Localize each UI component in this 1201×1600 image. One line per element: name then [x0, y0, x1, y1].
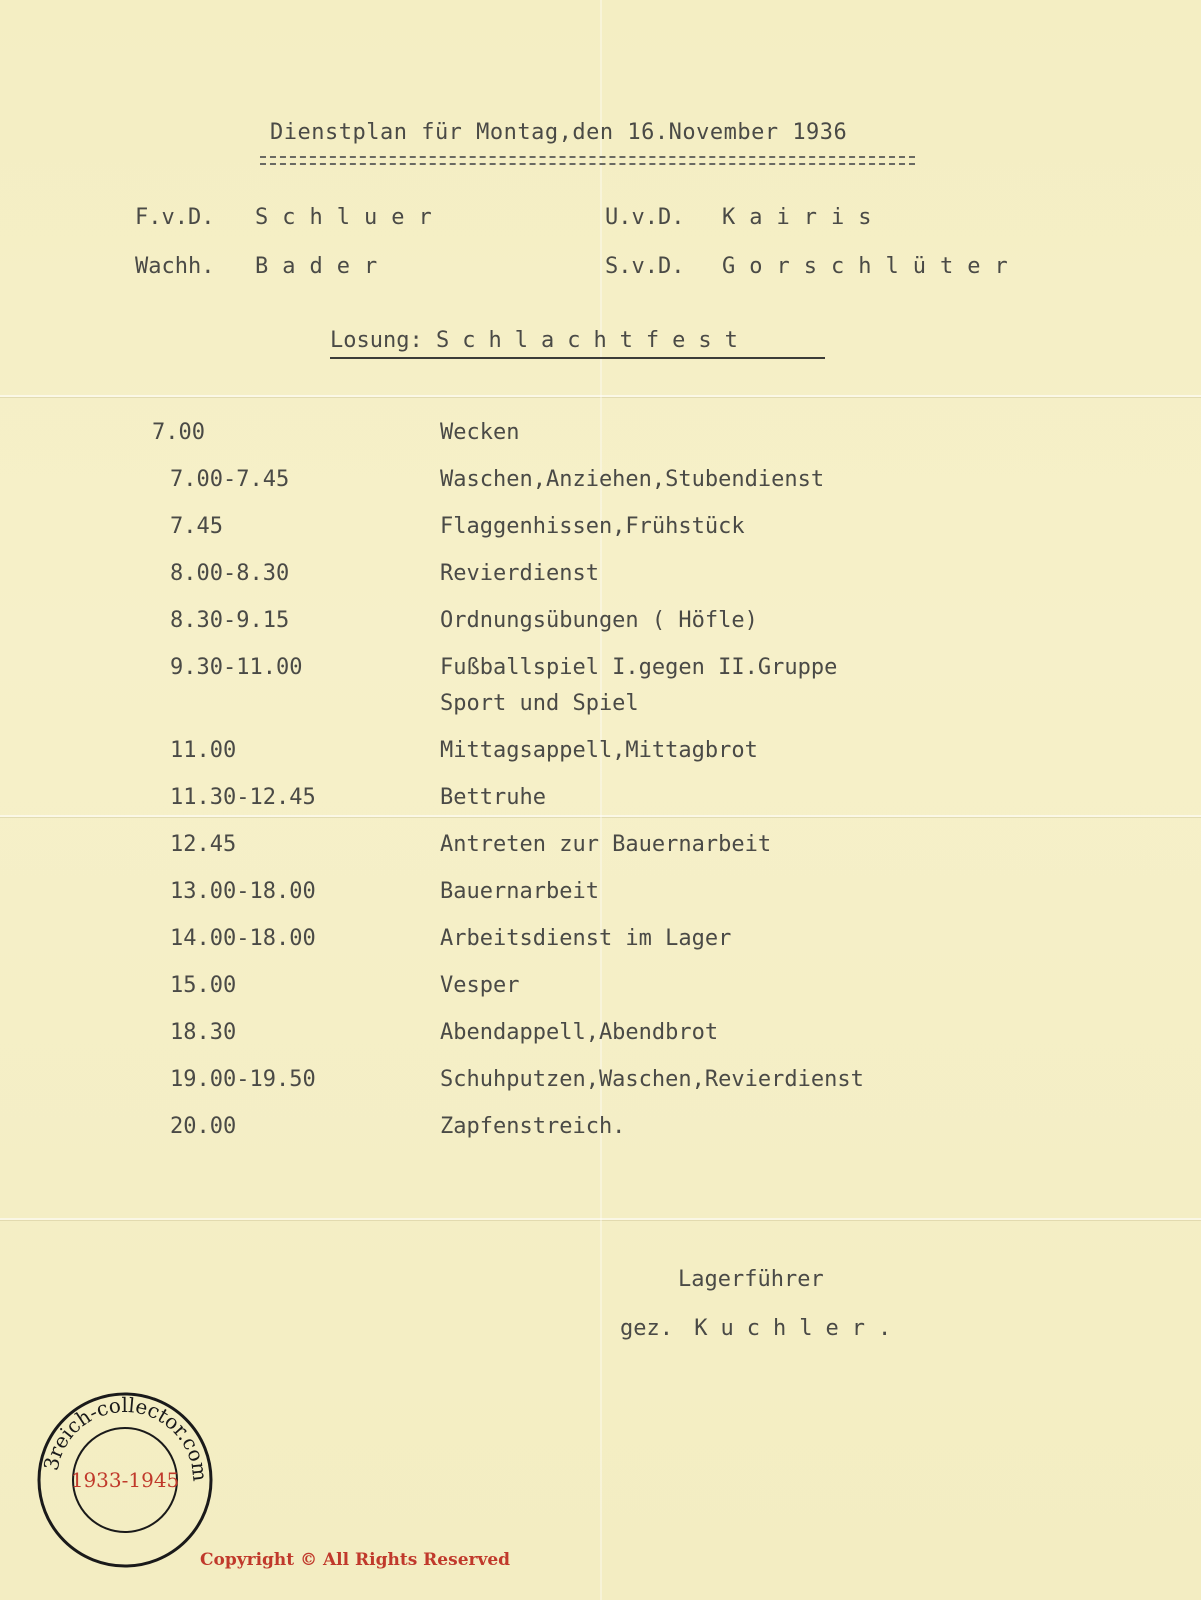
schedule-activity: Bettruhe — [440, 785, 546, 810]
fvd-name: Schluer — [255, 205, 446, 230]
schedule-time: 19.00-19.50 — [170, 1067, 316, 1092]
schedule-time: 13.00-18.00 — [170, 879, 316, 904]
fvd-label: F.v.D. — [135, 205, 215, 230]
schedule-activity: Wecken — [440, 420, 520, 445]
schedule-time: 7.00 — [152, 420, 205, 445]
schedule-time: 7.00-7.45 — [170, 467, 290, 492]
losung-line — [330, 328, 825, 359]
copyright-notice: Copyright © All Rights Reserved — [200, 1550, 511, 1570]
signature-role: Lagerführer — [678, 1267, 824, 1292]
schedule-activity: Abendappell,Abendbrot — [440, 1020, 719, 1045]
schedule-activity-continued: Sport und Spiel — [440, 691, 639, 716]
signature-name: Kuchler. — [694, 1316, 905, 1341]
document-title: Dienstplan für Montag,den 16.November 1936 — [270, 120, 848, 145]
schedule-time: 20.00 — [170, 1114, 237, 1139]
schedule-time: 7.45 — [170, 514, 223, 539]
schedule-time: 9.30-11.00 — [170, 655, 303, 680]
svd-label: S.v.D. — [605, 254, 685, 279]
schedule-activity: Mittagsappell,Mittagbrot — [440, 738, 758, 763]
uvd-label: U.v.D. — [605, 205, 685, 230]
fold-line — [600, 0, 602, 1600]
signature-line — [620, 1316, 904, 1341]
schedule-time: 12.45 — [170, 832, 237, 857]
schedule-time: 15.00 — [170, 973, 237, 998]
collector-stamp — [35, 1390, 215, 1570]
signature-prefix: gez. — [620, 1316, 673, 1341]
schedule-time: 11.30-12.45 — [170, 785, 316, 810]
schedule-activity: Zapfenstreich. — [440, 1114, 626, 1139]
uvd-name: Kairis — [722, 205, 886, 230]
wachh-label: Wachh. — [135, 254, 215, 279]
title-double-underline — [260, 156, 915, 165]
schedule-activity: Arbeitsdienst im Lager — [440, 926, 732, 951]
schedule-activity: Fußballspiel I.gegen II.Gruppe — [440, 655, 838, 680]
losung-label: Losung: — [330, 328, 423, 353]
svd-name: Gorschlüter — [722, 254, 1022, 279]
schedule-time: 14.00-18.00 — [170, 926, 316, 951]
schedule-activity: Revierdienst — [440, 561, 599, 586]
wachh-name: Bader — [255, 254, 392, 279]
schedule-activity: Antreten zur Bauernarbeit — [440, 832, 772, 857]
schedule-time: 8.00-8.30 — [170, 561, 290, 586]
schedule-activity: Waschen,Anziehen,Stubendienst — [440, 467, 825, 492]
losung-word: Schlachtfest — [435, 328, 751, 353]
schedule-time: 11.00 — [170, 738, 237, 763]
schedule-activity: Flaggenhissen,Frühstück — [440, 514, 745, 539]
schedule-activity: Ordnungsübungen ( Höfle) — [440, 608, 758, 633]
stamp-years: 1933-1945 — [70, 1468, 180, 1492]
schedule-activity: Schuhputzen,Waschen,Revierdienst — [440, 1067, 864, 1092]
schedule-activity: Vesper — [440, 973, 520, 998]
schedule-time: 18.30 — [170, 1020, 237, 1045]
stamp-arc-text: 3reich-collector.com — [38, 1392, 213, 1483]
schedule-activity: Bauernarbeit — [440, 879, 599, 904]
schedule-time: 8.30-9.15 — [170, 608, 290, 633]
